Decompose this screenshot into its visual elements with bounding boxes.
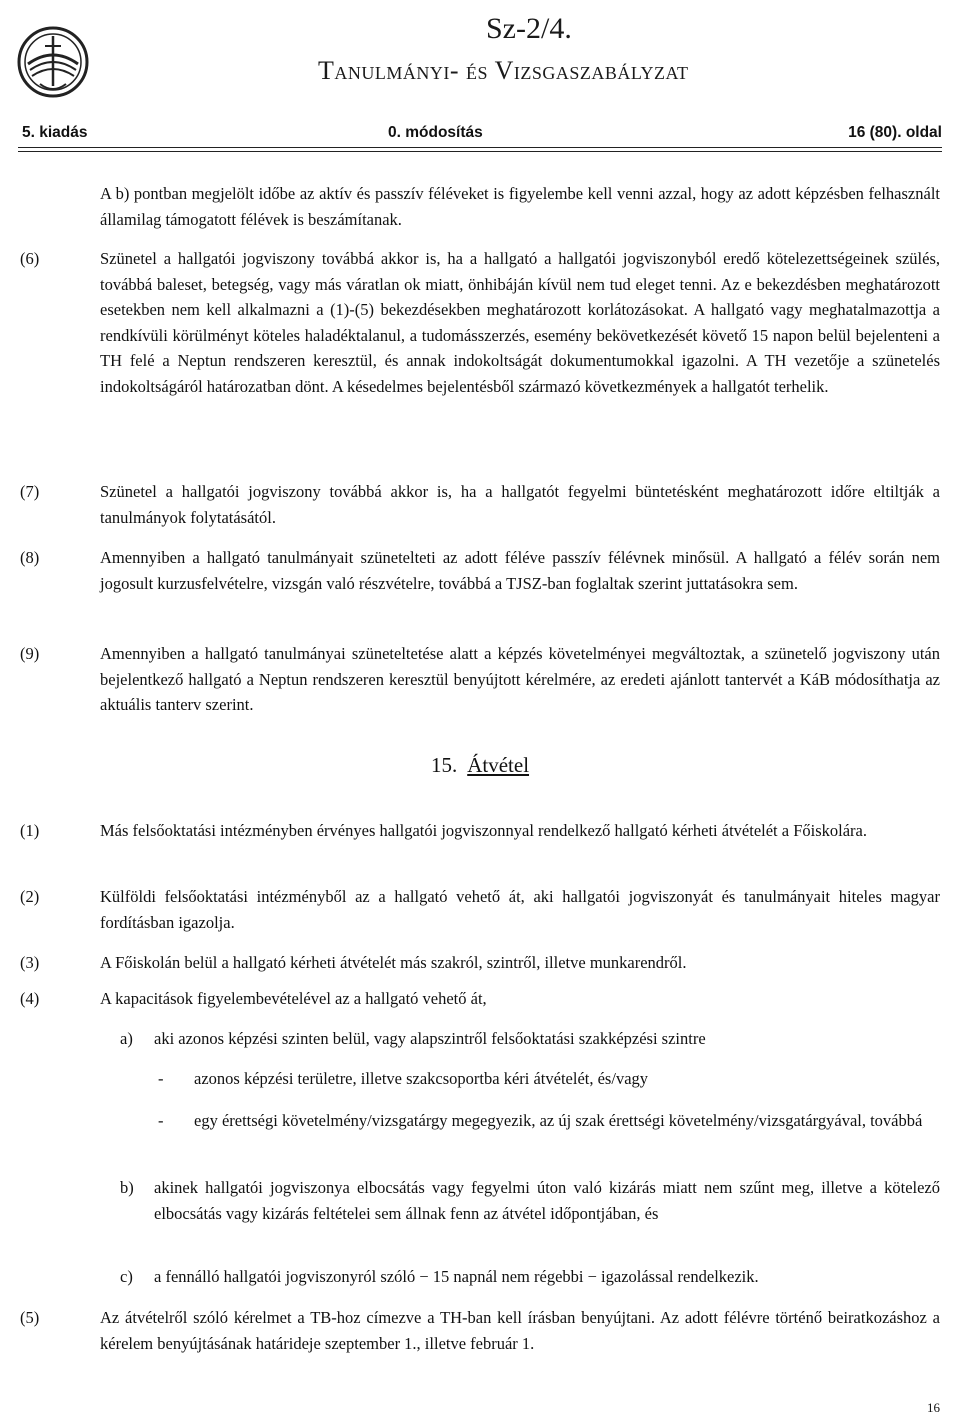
list-text: aki azonos képzési szinten belül, vagy alapszintről felsőoktatási szakképzési szintre: [154, 1029, 706, 1048]
list-marker: b): [120, 1178, 134, 1197]
paragraph-6: [20, 246, 940, 399]
page-label: 16 (80). oldal: [848, 124, 942, 141]
paragraph-number: (1): [20, 821, 40, 840]
paragraph-number: (2): [20, 887, 40, 906]
paragraph-number: (5): [20, 1308, 40, 1327]
paragraph-7: [20, 479, 940, 530]
section-number: 15.: [430, 753, 458, 777]
list-text: egy érettségi követelmény/vizsgatárgy megegyezik, az új szak érettségi követelmény/vizsgatárgyával, továbbá: [194, 1111, 923, 1130]
paragraph-text: Szünetel a hallgatói jogviszony továbbá akkor is, ha a hallgatót fegyelmi büntetésként meghatározott időre eltiltják a tanulmányok folytatásától.: [100, 482, 940, 527]
paragraph-text: A Főiskolán belül a hallgató kérheti átvételét más szakról, szintről, illetve munkarendről.: [100, 953, 687, 972]
paragraph-number: (6): [20, 249, 40, 268]
list-item-dash-1: [158, 1066, 940, 1092]
paragraph-number: (8): [20, 548, 40, 567]
list-text: akinek hallgatói jogviszonya elbocsátás vagy fegyelmi úton való kizárás miatt nem szűnt meg, illetve a kötelező elbocsátás vagy kizárás feltételei sem állnak fenn az átvétel időpontjában, és: [154, 1178, 940, 1223]
paragraph-text: Más felsőoktatási intézményben érvényes hallgatói jogviszonnyal rendelkező hallgató kérheti átvételét a Főiskolára.: [100, 821, 867, 840]
paragraph-text: Az átvételről szóló kérelmet a TB-hoz címezve a TH-ban kell írásban benyújtani. Az adott félévre történő beiratkozáshoz a kérelem benyújtásának határideje szeptember 1., illetve február 1.: [100, 1308, 940, 1353]
paragraph-8: [20, 545, 940, 596]
list-marker: a): [120, 1029, 133, 1048]
list-text: a fennálló hallgatói jogviszonyról szóló − 15 napnál nem régebbi − igazolással rendelkezik.: [154, 1267, 759, 1286]
paragraph-number: (3): [20, 953, 40, 972]
header-rule-double: [18, 151, 942, 152]
section-title: Átvétel: [467, 753, 530, 777]
intro-paragraph: A b) pontban megjelölt időbe az aktív és passzív féléveket is figyelembe kell venni azzal, hogy az adott képzésben felhasznált államilag támogatott félévek is beszámítanak.: [100, 184, 940, 229]
paragraph-text: Amennyiben a hallgató tanulmányait szünetelteti az adott féléve passzív félévnek minősül. A hallgató a félév során nem jogosult kurzusfelvételre, vizsgán való részvételre, továbbá a TJSZ-ban foglaltak szerint juttatásokra sem.: [100, 548, 940, 593]
institution-logo: [12, 24, 94, 102]
s15-paragraph-2: [20, 884, 940, 935]
paragraph-text: Amennyiben a hallgató tanulmányai szüneteltetése alatt a képzés követelményei megváltoztak, a szünetelő jogviszony után bejelentkező hallgató a Neptun rendszeren keresztül benyújtott kérelmére, az eredeti ajánlott tantervét a KáB módosíthatja az aktuális tanterv szerint.: [100, 644, 940, 714]
s15-paragraph-4: [20, 986, 940, 1012]
paragraph-number: (4): [20, 989, 40, 1008]
section-heading: [0, 753, 960, 778]
paragraph-number: (9): [20, 644, 40, 663]
header-rule: [18, 147, 942, 148]
list-marker: -: [158, 1069, 164, 1088]
list-marker: -: [158, 1111, 164, 1130]
list-text: azonos képzési területre, illetve szakcsoportba kéri átvételét, és/vagy: [194, 1069, 649, 1088]
paragraph-9: [20, 641, 940, 718]
document-code: Sz-2/4.: [486, 12, 572, 45]
paragraph-text: Szünetel a hallgatói jogviszony továbbá akkor is, ha a hallgató a hallgatói jogviszonyból eredő kötelezettségeinek szülés, továbbá baleset, betegség, vagy más váratlan ok miatt, önhibáján kívül nem tud eleget tenni. Az e bekezdésben meghatározott esetekben nem kell alkalmazni a (1)-(5) bekezdésekben meghatározott korlátozásokat. A hallgató vagy meghatalmazottja a rendkívüli körülményt köteles haladéktalanul, a tudomásszerzés, esemény bekövetkezését követő 15 napon belül bejelenteni a TH felé a Neptun rendszeren keresztül, és annak indokoltságát dokumentumokkal igazolni. A TH vezetője a szünetelés indokoltságáról határozatban dönt. A késedelmes bejelentésből származó következmények a hallgatót terhelik.: [100, 249, 940, 396]
list-marker: c): [120, 1267, 133, 1286]
list-item-a: [120, 1026, 940, 1052]
paragraph-text: Külföldi felsőoktatási intézményből az a hallgató vehető át, aki hallgatói jogviszonyát és tanulmányait hiteles magyar fordításban igazolja.: [100, 887, 940, 932]
modification-label: 0. módosítás: [388, 124, 483, 141]
page-number: 16: [927, 1400, 940, 1415]
paragraph-number: (7): [20, 482, 40, 501]
document-title: Tanulmányi- és Vizsgaszabályzat: [318, 56, 689, 85]
s15-paragraph-1: [20, 818, 940, 844]
edition-label: 5. kiadás: [22, 124, 88, 141]
s15-paragraph-3: [20, 950, 940, 976]
list-item-dash-2: [158, 1108, 940, 1134]
list-item-b: [120, 1175, 940, 1226]
list-item-c: [120, 1264, 940, 1290]
s15-paragraph-5: [20, 1305, 940, 1356]
paragraph-text: A kapacitások figyelembevételével az a hallgató vehető át,: [100, 989, 487, 1008]
